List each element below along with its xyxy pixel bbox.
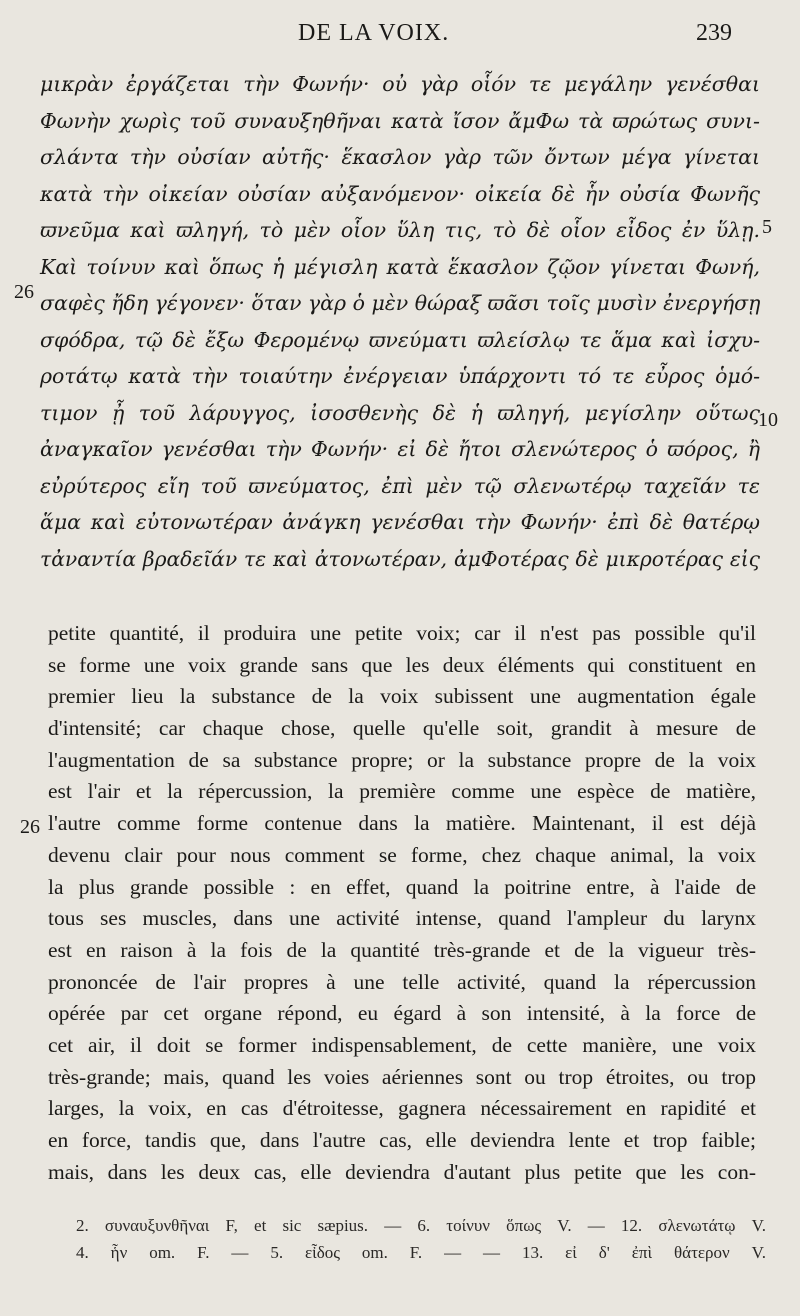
footnote-line: 2. συναυξυνθῆναι F, et sic sæpius. — 6. τοίνυν ὅπως V. — 12. σλενωτάτῳ V. (76, 1216, 766, 1235)
greek-line: μικρὰν ἐργάζεται τὴν Φωνήν· οὐ γὰρ οἷόν τε μεγάλην γενέσθαι (40, 72, 760, 96)
greek-line: ἅμα καὶ εὐτονωτέραν ἀνάγκη γενέσθαι τὴν Φωνήν· ἐπὶ δὲ θατέρῳ (40, 510, 760, 534)
french-line: est en raison à la fois de la quantité très-grande et de la vigueur très- (48, 937, 756, 962)
french-line: se forme une voix grande sans que les deux éléments qui constituent en (48, 652, 756, 677)
section-number-greek: 26 (14, 281, 34, 303)
greek-line: κατὰ τὴν οἰκείαν οὐσίαν αὐξανόμενον· οἰκεία δὲ ἧν οὐσία Φωνῆς (40, 181, 760, 206)
running-title: DE LA VOIX. (298, 20, 450, 46)
french-line: la plus grande possible : en effet, quand la poitrine entre, à l'aide de (48, 874, 756, 899)
french-line: l'autre comme forme contenue dans la matière. Maintenant, il est déjà (48, 811, 756, 836)
french-line: larges, la voix, en cas d'étroitesse, gagnera nécessairement en rapidité et (48, 1096, 756, 1121)
greek-line: σλάντα τὴν οὐσίαν αὐτῆς· ἕκασλον γὰρ τῶν ὄντων μέγα γίνεται (40, 145, 760, 169)
critical-apparatus (76, 1212, 766, 1266)
line-number-10: 10 (758, 409, 778, 431)
page-number: 239 (696, 20, 732, 46)
french-line: très-grande; mais, quand les voies aériennes sont ou trop étroites, ou trop (48, 1064, 756, 1089)
french-line: l'augmentation de sa substance propre; or la substance propre de la voix (48, 747, 756, 772)
page-header (0, 18, 800, 52)
greek-line: ροτάτῳ κατὰ τὴν τοιαύτην ἐνέργειαν ὑπάρχοντι τό τε εὖρος ὁμό- (40, 364, 760, 388)
french-line: petite quantité, il produira une petite voix; car il n'est pas possible qu'il (48, 621, 756, 645)
french-line: est l'air et la répercussion, la première comme une espèce de matière, (48, 779, 756, 804)
french-line: d'intensité; car chaque chose, quelle qu'elle soit, grandit à mesure de (48, 716, 756, 741)
greek-line: εὐρύτερος εἴη τοῦ ϖνεύματος, ἐπὶ μὲν τῷ σλενωτέρῳ ταχεῖάν τε (40, 473, 760, 498)
greek-line: Φωνὴν χωρὶς τοῦ συναυξηθῆναι κατὰ ἴσον ἄμΦω τὰ ϖρώτως συνι- (40, 108, 760, 133)
french-line: en force, tandis que, dans l'autre cas, elle deviendra lente et trop faible; (48, 1128, 756, 1152)
greek-line: Καὶ τοίνυν καὶ ὅπως ἡ μέγισλη κατὰ ἕκασλον ζῷον γίνεται Φωνή, (40, 254, 760, 279)
section-number-french: 26 (20, 816, 40, 838)
french-line: prononcée de l'air propres à une telle activité, quand la répercussion (48, 969, 756, 994)
greek-line: τιμον ᾖ τοῦ λάρυγγος, ἰσοσθενὴς δὲ ἡ ϖληγή, μεγίσλην οὕτως (40, 400, 760, 425)
greek-line: σαφὲς ἤδη γέγονεν· ὅταν γὰρ ὁ μὲν θώραξ ϖᾶσι τοῖς μυσὶν ἐνεργήσῃ (40, 291, 761, 315)
french-line: tous ses muscles, dans une activité intense, quand l'ampleur du larynx (48, 906, 756, 931)
french-line: mais, dans les deux cas, elle deviendra d'autant plus petite que les con- (48, 1159, 756, 1184)
greek-line: ἀναγκαῖον γενέσθαι τὴν Φωνήν· εἰ δὲ ἤτοι σλενώτερος ὁ ϖόρος, ἢ (40, 437, 760, 461)
french-line: opérée par cet organe répond, eu égard à son intensité, à la force de (48, 1001, 756, 1026)
french-line: devenu clair pour nous comment se forme, chez chaque animal, la voix (48, 842, 756, 867)
french-line: cet air, il doit se former indispensablement, de cette manière, une voix (48, 1032, 756, 1057)
footnote-line: 4. ἧν om. F. — 5. εἶδος om. F. — — 13. εἰ δ' ἐπὶ θάτερον V. (76, 1243, 766, 1262)
greek-text-block (40, 66, 760, 577)
greek-line: τἀναντία βραδεῖάν τε καὶ ἀτονωτέραν, ἀμΦοτέρας δὲ μικροτέρας εἰς (40, 546, 760, 571)
french-line: premier lieu la substance de la voix subissent une augmentation égale (48, 684, 756, 709)
line-number-5: 5 (762, 216, 772, 238)
greek-line: ϖνεῦμα καὶ ϖληγή, τὸ μὲν οἷον ὕλη τις, τὸ δὲ οἷον εἶδος ἐν ὕλῃ. (40, 218, 760, 242)
greek-line: σφόδρα, τῷ δὲ ἔξω Φερομένῳ ϖνεύματι ϖλείσλῳ τε ἅμα καὶ ἰσχυ- (40, 327, 760, 352)
french-translation-block (48, 618, 756, 1188)
